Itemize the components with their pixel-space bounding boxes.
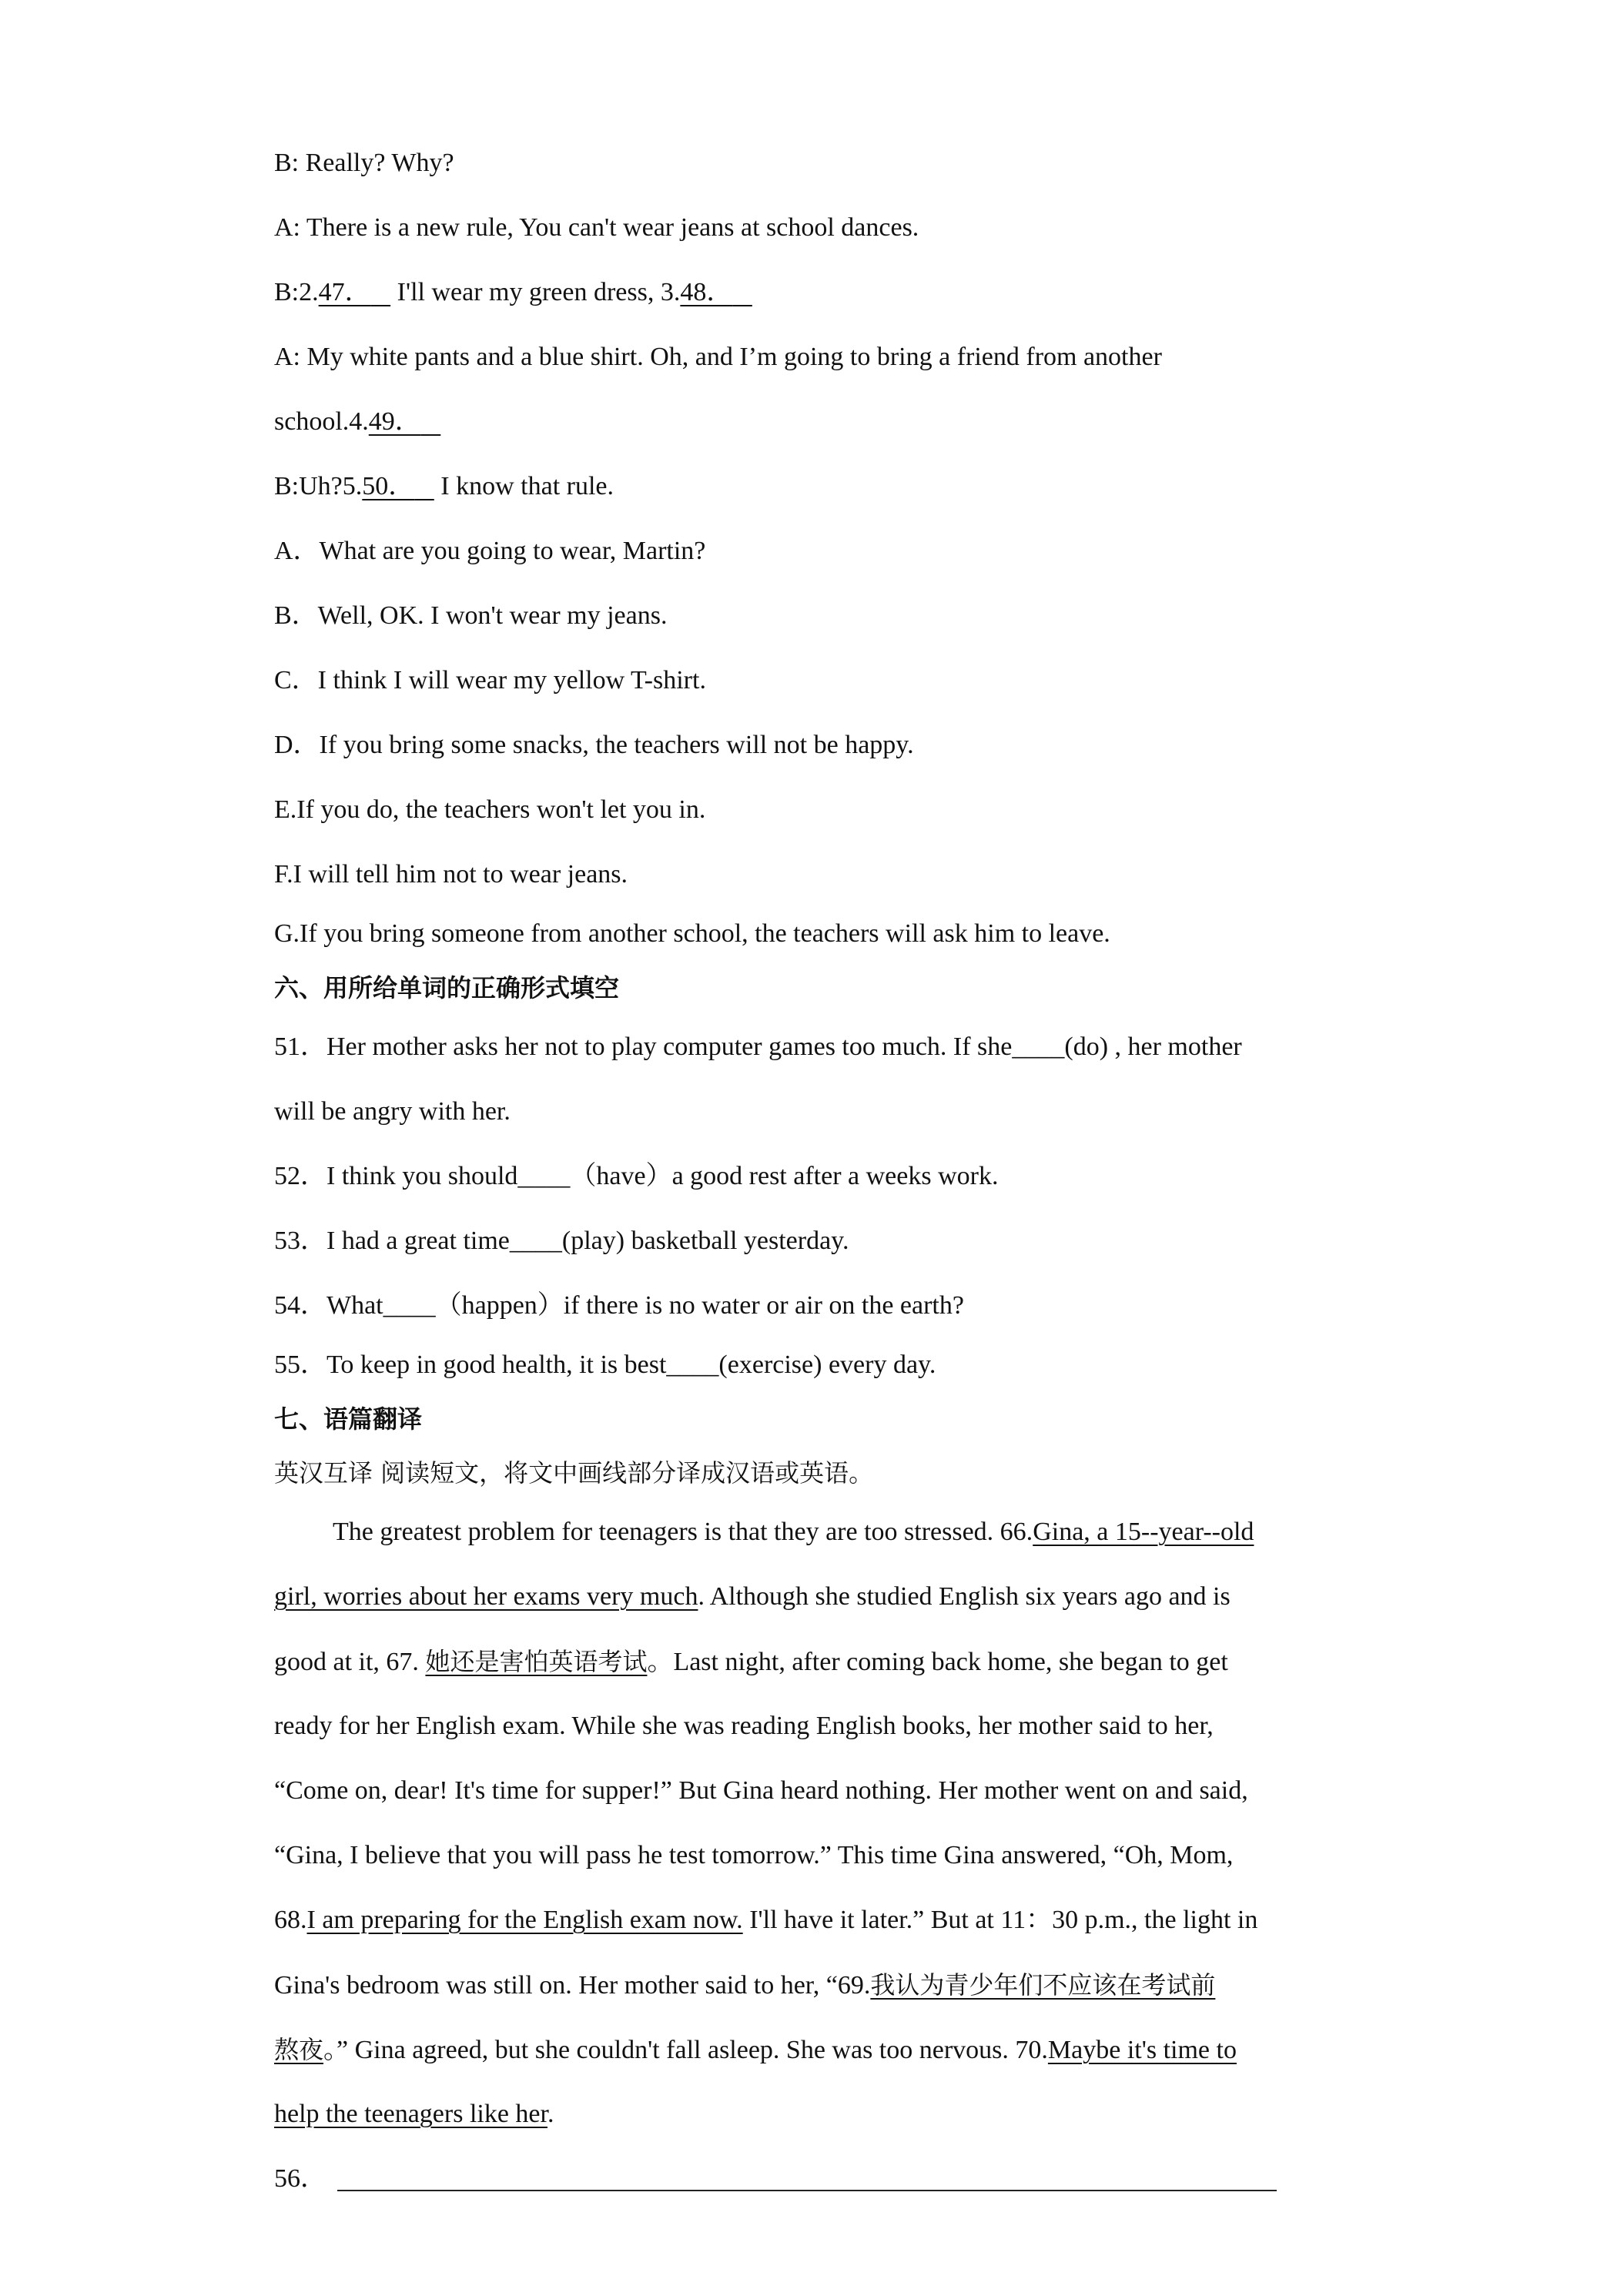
question-53: 53．I had a great time____(play) basketball yesterday. <box>274 1227 849 1255</box>
blank-49: 49． <box>368 407 421 436</box>
option-a: A．What are you going to wear, Martin? <box>274 537 706 565</box>
passage-line-10-suffix: . <box>547 2100 554 2128</box>
underlined-70-part-2: help the teenagers like her <box>274 2100 547 2128</box>
option-b: B．Well, OK. I won't wear my jeans. <box>274 601 668 630</box>
passage-line-7-suffix: I'll have it later.” But at 11：30 p.m., the light in <box>742 1906 1258 1934</box>
dialogue-line-3 <box>274 260 1375 325</box>
dialogue-line-6 <box>274 454 1375 519</box>
dialogue-line-5-prefix: school.4. <box>274 407 369 436</box>
blank-47-pad <box>371 278 391 306</box>
underlined-69-part-2: 熬夜 <box>274 2035 324 2064</box>
dialogue-line-1: B: Really? Why? <box>274 149 454 177</box>
passage-line-10 <box>274 2082 1375 2147</box>
option-g: G.If you bring someone from another school, the teachers will ask him to leave. <box>274 919 1110 948</box>
option-e: E.If you do, the teachers won't let you in. <box>274 795 706 824</box>
section-7-title: 七、语篇翻译 <box>274 1404 423 1434</box>
underlined-66-part-1: Gina, a 15--year--old <box>1033 1518 1254 1546</box>
blank-48: 48． <box>680 278 733 306</box>
passage-line-1-text: The greatest problem for teenagers is that they are too stressed. 66. <box>333 1518 1033 1546</box>
option-d: D．If you bring some snacks, the teachers will not be happy. <box>274 731 914 759</box>
section-7-instruction: 英汉互译 阅读短文，将文中画线部分译成汉语或英语。 <box>274 1458 874 1488</box>
answer-line-56 <box>274 2147 1375 2211</box>
question-51-line-2: will be angry with her. <box>274 1097 511 1126</box>
question-51-line-1: 51．Her mother asks her not to play computer games too much. If she____(do) , her mother <box>274 1033 1242 1061</box>
passage-line-8 <box>274 1953 1375 2017</box>
blank-49-pad <box>421 407 441 436</box>
underlined-68: I am preparing for the English exam now. <box>306 1906 743 1934</box>
passage-line-4: ready for her English exam. While she was reading English books, her mother said to her, <box>274 1712 1214 1740</box>
dialogue-line-3-middle: I'll wear my green dress, 3. <box>390 278 681 306</box>
underlined-70-part-1: Maybe it's time to <box>1047 2036 1237 2064</box>
dialogue-line-2: A: There is a new rule, You can't wear jeans at school dances. <box>274 213 919 242</box>
question-52: 52．I think you should____（have）a good rest after a weeks work. <box>274 1162 999 1190</box>
passage-line-3 <box>274 1629 1375 1694</box>
underlined-67: 她还是害怕英语考试 <box>425 1647 648 1676</box>
passage-line-2-text: . Although she studied English six years ago and is <box>698 1582 1231 1611</box>
passage-line-9-middle: 。” Gina agreed, but she couldn't fall asleep. She was too nervous. 70. <box>323 2036 1048 2064</box>
question-55: 55．To keep in good health, it is best____(exercise) every day. <box>274 1350 936 1379</box>
answer-line-56-rule[interactable] <box>337 2159 1277 2191</box>
passage-line-7 <box>274 1888 1375 1953</box>
dialogue-line-4: A: My white pants and a blue shirt. Oh, and I’m going to bring a friend from another <box>274 343 1162 371</box>
document-page <box>274 131 1375 2211</box>
dialogue-line-5 <box>274 390 1375 454</box>
blank-50-pad <box>414 472 434 500</box>
passage-line-5: “Come on, dear! It's time for supper!” But Gina heard nothing. Her mother went on and said, <box>274 1776 1248 1805</box>
dialogue-line-6-prefix: B:Uh?5. <box>274 472 363 500</box>
passage-line-6: “Gina, I believe that you will pass he test tomorrow.” This time Gina answered, “Oh, Mom, <box>274 1841 1234 1869</box>
blank-47: 47． <box>318 278 371 306</box>
passage-line-9 <box>274 2017 1375 2082</box>
option-c: C．I think I will wear my yellow T-shirt. <box>274 666 706 694</box>
passage-line-3-prefix: good at it, 67. <box>274 1648 426 1676</box>
dialogue-line-6-suffix: I know that rule. <box>434 472 614 500</box>
blank-50: 50． <box>362 472 415 500</box>
underlined-69-part-1: 我认为青少年们不应该在考试前 <box>870 1970 1216 2000</box>
section-6-title: 六、用所给单词的正确形式填空 <box>274 973 620 1002</box>
dialogue-line-3-prefix: B:2. <box>274 278 319 306</box>
passage-line-3-suffix: 。Last night, after coming back home, she began to get <box>647 1648 1228 1676</box>
passage-line-1 <box>274 1500 1375 1565</box>
answer-line-56-label: 56． <box>274 2164 326 2193</box>
passage-line-8-prefix: Gina's bedroom was still on. Her mother said to her, “69. <box>274 1971 871 2000</box>
passage-line-2 <box>274 1565 1375 1629</box>
blank-48-pad <box>732 278 752 306</box>
option-f: F.I will tell him not to wear jeans. <box>274 860 628 889</box>
underlined-66-part-2: girl, worries about her exams very much <box>274 1582 698 1611</box>
passage-line-7-prefix: 68. <box>274 1906 307 1934</box>
question-54: 54．What____（happen）if there is no water or air on the earth? <box>274 1291 964 1320</box>
